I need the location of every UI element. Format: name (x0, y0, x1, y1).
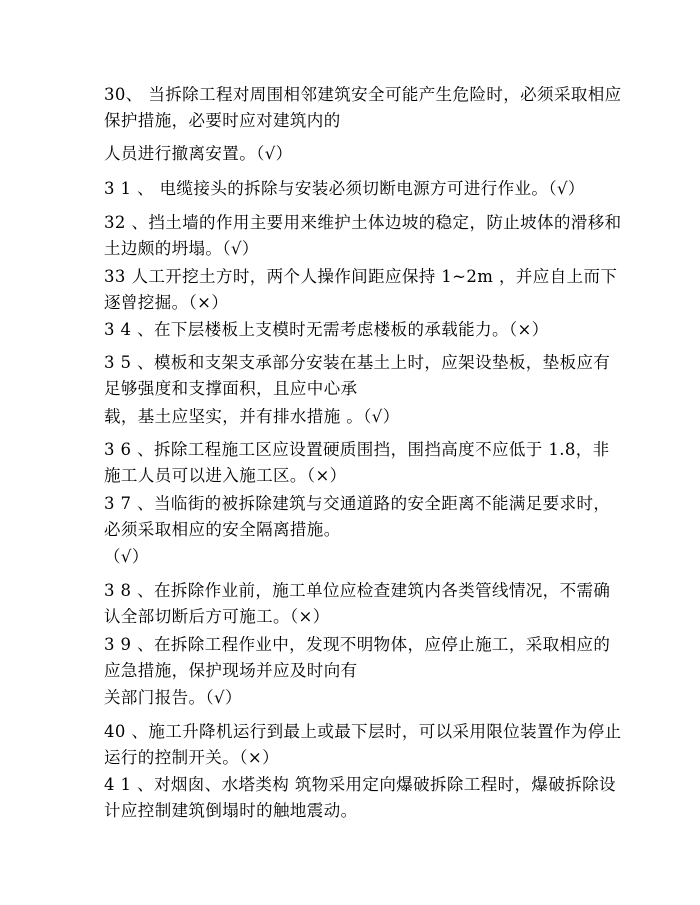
paragraph-item-34: 3 4 、在下层楼板上支模时无需考虑楼板的承载能力。（×） (104, 320, 549, 339)
paragraph-item-33: 33 人工开挖土方时，两个人操作间距应保持 1~2m ，并应自上而下逐曾挖掘。（×） (104, 267, 618, 312)
paragraph-item-30-continued: 人员进行撤离安置。（√） (104, 144, 293, 163)
paragraph-item-39-continued: 关部门报告。（√） (104, 688, 242, 707)
paragraph-item-36: 3 6 、拆除工程施工区应设置硬质围挡，围挡高度不应低于 1.8，非施工人员可以进入施工区。（×） (104, 440, 610, 485)
paragraph-item-35: 3 5 、模板和支架支承部分安装在基土上时，应架设垫板，垫板应有足够强度和支撑面积，且应中心承 (104, 353, 611, 398)
paragraph-item-30: 30、 当拆除工程对周围相邻建筑安全可能产生危险时，必须采取相应保护措施，必要时应对建筑内的 (104, 85, 622, 130)
paragraph-item-40: 40 、施工升降机运行到最上或最下层时，可以采用限位装置作为停止运行的控制开关。（×） (104, 722, 622, 767)
paragraph-item-37-continued: （√） (104, 547, 149, 566)
paragraph-item-35-continued: 载，基土应坚实，并有排水措施 。（√） (104, 407, 400, 426)
paragraph-item-41: 4 1 、对烟囱、水塔类构 筑物采用定向爆破拆除工程时，爆破拆除设计应控制建筑倒塌时的触地震动。 (104, 775, 616, 820)
paragraph-item-32: 32 、挡土墙的作用主要用来维护土体边坡的稳定，防止坡体的滑移和土边颇的坍塌。（√） (104, 213, 622, 258)
paragraph-item-31: 3 1 、 电缆接头的拆除与安装必须切断电源方可进行作业。（√） (104, 179, 585, 198)
paragraph-item-39: 3 9 、在拆除工程作业中，发现不明物体，应停止施工，采取相应的应急措施，保护现场并应及时向有 (104, 635, 611, 680)
paragraph-item-38: 3 8 、在拆除作业前，施工单位应检查建筑内各类管线情况，不需确认全部切断后方可施工。（×） (104, 581, 611, 626)
paragraph-item-37: 3 7 、当临街的被拆除建筑与交通道路的安全距离不能满足要求时，必须采取相应的安全隔离措施。 (104, 494, 611, 539)
